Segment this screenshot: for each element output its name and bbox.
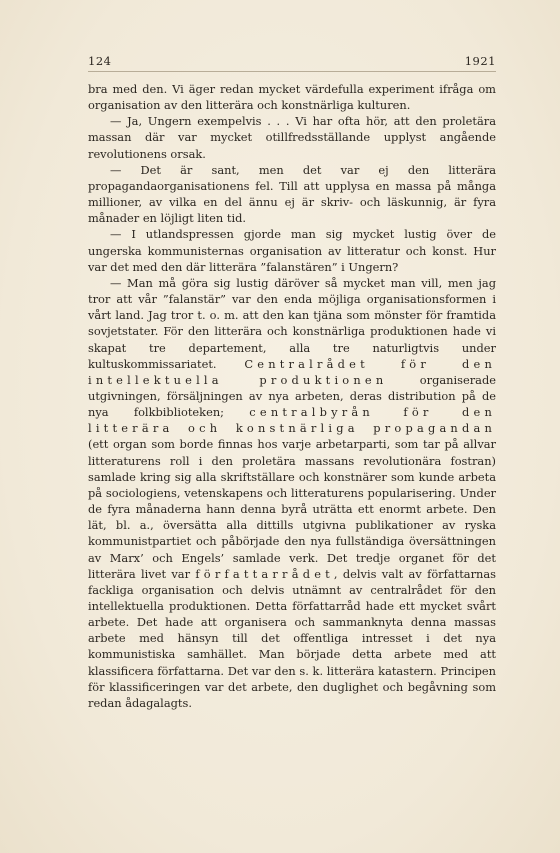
body-text [88, 81, 496, 711]
paragraph [88, 226, 496, 274]
spaced-term: Centralrådet för den intellektuella produktionen [88, 356, 496, 387]
text-run: — I utlandspressen gjorde man sig mycket lustig över de ungerska kommunisternas organisation av litteratur och konst. Hur var det med den där litterära ”falanstären” i Ungern? [88, 227, 496, 274]
header-year: 1921 [464, 54, 496, 68]
page-header [88, 54, 496, 70]
paragraph [88, 275, 496, 711]
text-run: — Ja, Ungern exempelvis . . . Vi har ofta hör, att den proletära massan där var mycket otillfredsställande upplyst angående revolutionens orsak. [88, 114, 496, 161]
text-run: — Man må göra sig lustig däröver så mycket man vill, men jag tror att vår ”falanstär” var den enda möjliga organisationsformen i vårt land. Jag tror t. o. m. att den kan tjäna som mönster för framtida sovjetstater. För den litterära och konstnärliga produktionen hade vi skapat tre departement, alla tre naturligtvis under kultuskommissariatet. [88, 275, 496, 371]
paragraph [88, 162, 496, 227]
header-rule [88, 71, 496, 72]
spaced-term: författarrådet [195, 566, 334, 581]
text-run: bra med den. Vi äger redan mycket värdefulla experiment ifråga om organisation av den litterära och konstnärliga kulturen. [88, 82, 496, 113]
page-number: 124 [88, 54, 112, 68]
text-run: , delvis valt av författarnas fackliga organisation och delvis utnämnt av centralrådet för den intellektuella produktionen. Detta författarråd hade ett mycket svårt arbete. Det hade att organisera och sammanknyta denna massas arbete med hänsyn till det offentliga intresset i det nya kommunistiska samhället. Man började detta arbete med att klassificera författarna. Det var den s. k. litterära katastern. Principen för klassificeringen var det arbete, den duglighet och begåvning som redan ådagalagts. [88, 566, 496, 710]
text-run: organiserade utgivningen, försäljningen av nya arbeten, deras distribution på de nya folkbiblioteken; [88, 372, 496, 420]
text-run: (ett organ som borde finnas hos varje arbetarparti, som tar på allvar litteraturens roll i den proletära massans revolutionära fostran) samlade kring sig alla skriftställare och konstnärer som kunde arbeta på sociologiens, vetenskapens och litteraturens popularisering. Under de fyra månaderna hann denna byrå uträtta ett enormt arbete. Den lät, bl. a., översätta alla dittills utgivna publikationer av ryska kommunistpartiet och påbörjade den nya fullständiga översättningen av Marx’ och Engels’ samlade verk. Det tredje organet för det litterära livet var [88, 437, 496, 581]
text-run: — Det är sant, men det var ej den litterära propagandaorganisationens fel. Till att upplysa en massa på många millioner, av vilka en del ännu ej är skriv- och läskunnig, är fyra månader en löjligt liten tid. [88, 162, 496, 226]
spaced-term: centralbyrån för den litterära och konstnärliga propagandan [88, 405, 496, 436]
paragraph [88, 81, 496, 113]
paragraph [88, 113, 496, 161]
